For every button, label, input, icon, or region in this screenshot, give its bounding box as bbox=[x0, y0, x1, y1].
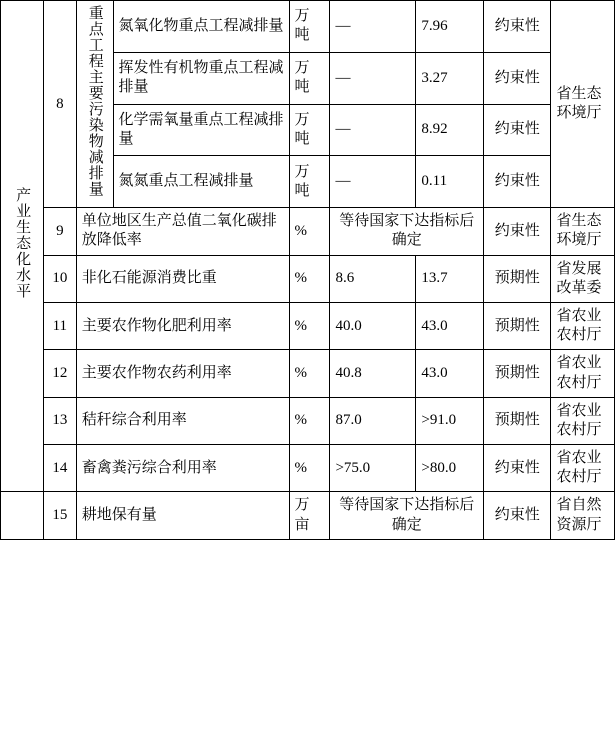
indicator-attribute: 约束性 bbox=[483, 445, 551, 492]
responsible-department: 省农业农村厅 bbox=[551, 445, 615, 492]
indicator-base: — bbox=[330, 156, 416, 208]
row-number: 10 bbox=[43, 255, 76, 302]
indicator-base: 8.6 bbox=[330, 255, 416, 302]
indicator-name: 挥发性有机物重点工程减排量 bbox=[113, 52, 289, 104]
indicator-attribute: 预期性 bbox=[483, 302, 551, 349]
table-row bbox=[1, 492, 615, 539]
row-number: 11 bbox=[43, 302, 76, 349]
responsible-department: 省农业农村厅 bbox=[551, 302, 615, 349]
indicator-name: 主要农作物农药利用率 bbox=[76, 350, 289, 397]
responsible-department: 省生态环境厅 bbox=[551, 208, 615, 255]
indicator-base: 40.0 bbox=[330, 302, 416, 349]
indicator-unit: % bbox=[289, 302, 330, 349]
responsible-department: 省发展改革委 bbox=[551, 255, 615, 302]
indicator-name: 秸秆综合利用率 bbox=[76, 397, 289, 444]
indicator-base: — bbox=[330, 104, 416, 156]
indicator-attribute: 预期性 bbox=[483, 255, 551, 302]
row-number: 8 bbox=[43, 1, 76, 208]
indicator-attribute: 预期性 bbox=[483, 397, 551, 444]
indicator-name: 畜禽粪污综合利用率 bbox=[76, 445, 289, 492]
indicator-unit: 万吨 bbox=[289, 104, 330, 156]
indicator-name: 单位地区生产总值二氧化碳排放降低率 bbox=[76, 208, 289, 255]
category-label: 产业生态化水平 bbox=[14, 187, 31, 300]
indicator-target: 43.0 bbox=[416, 350, 484, 397]
row-number: 14 bbox=[43, 445, 76, 492]
indicator-attribute: 约束性 bbox=[483, 104, 551, 156]
table-row bbox=[1, 397, 615, 444]
row-number: 15 bbox=[43, 492, 76, 539]
indicator-unit: % bbox=[289, 445, 330, 492]
indicator-unit: 万吨 bbox=[289, 156, 330, 208]
table-row bbox=[1, 350, 615, 397]
indicator-target: >91.0 bbox=[416, 397, 484, 444]
indicator-base: — bbox=[330, 52, 416, 104]
indicator-name: 化学需氧量重点工程减排量 bbox=[113, 104, 289, 156]
indicator-attribute: 约束性 bbox=[483, 156, 551, 208]
indicator-unit: % bbox=[289, 397, 330, 444]
indicator-unit: % bbox=[289, 350, 330, 397]
indicator-name: 耕地保有量 bbox=[76, 492, 289, 539]
indicator-target: 13.7 bbox=[416, 255, 484, 302]
row-number: 13 bbox=[43, 397, 76, 444]
group-cell bbox=[76, 1, 113, 208]
table-row bbox=[1, 1, 615, 53]
indicator-base: 40.8 bbox=[330, 350, 416, 397]
indicator-name: 非化石能源消费比重 bbox=[76, 255, 289, 302]
indicator-unit: % bbox=[289, 208, 330, 255]
indicator-target: 0.11 bbox=[416, 156, 484, 208]
indicator-base: 87.0 bbox=[330, 397, 416, 444]
table-row bbox=[1, 445, 615, 492]
table-row bbox=[1, 255, 615, 302]
indicator-base: 等待国家下达指标后确定 bbox=[330, 208, 483, 255]
indicator-attribute: 约束性 bbox=[483, 208, 551, 255]
indicator-unit: % bbox=[289, 255, 330, 302]
indicator-base: — bbox=[330, 1, 416, 53]
table-row bbox=[1, 208, 615, 255]
indicator-name: 主要农作物化肥利用率 bbox=[76, 302, 289, 349]
indicator-target: >80.0 bbox=[416, 445, 484, 492]
indicator-attribute: 约束性 bbox=[483, 52, 551, 104]
responsible-department: 省农业农村厅 bbox=[551, 397, 615, 444]
indicator-unit: 万吨 bbox=[289, 52, 330, 104]
responsible-department: 省自然资源厅 bbox=[551, 492, 615, 539]
table-row bbox=[1, 302, 615, 349]
responsible-department: 省生态环境厅 bbox=[551, 1, 615, 208]
indicator-target: 8.92 bbox=[416, 104, 484, 156]
indicator-name: 氮氧化物重点工程减排量 bbox=[113, 1, 289, 53]
group-label: 重点工程主要污染物减排量 bbox=[86, 5, 103, 197]
category-cell-continued bbox=[1, 492, 44, 539]
indicator-unit: 万吨 bbox=[289, 1, 330, 53]
indicator-target: 3.27 bbox=[416, 52, 484, 104]
indicator-attribute: 约束性 bbox=[483, 1, 551, 53]
indicator-attribute: 约束性 bbox=[483, 492, 551, 539]
row-number: 9 bbox=[43, 208, 76, 255]
indicator-target: 7.96 bbox=[416, 1, 484, 53]
category-cell bbox=[1, 1, 44, 492]
indicator-attribute: 预期性 bbox=[483, 350, 551, 397]
indicator-base: 等待国家下达指标后确定 bbox=[330, 492, 483, 539]
indicator-name: 氮氮重点工程减排量 bbox=[113, 156, 289, 208]
row-number: 12 bbox=[43, 350, 76, 397]
indicator-base: >75.0 bbox=[330, 445, 416, 492]
responsible-department: 省农业农村厅 bbox=[551, 350, 615, 397]
indicator-unit: 万亩 bbox=[289, 492, 330, 539]
indicator-target: 43.0 bbox=[416, 302, 484, 349]
